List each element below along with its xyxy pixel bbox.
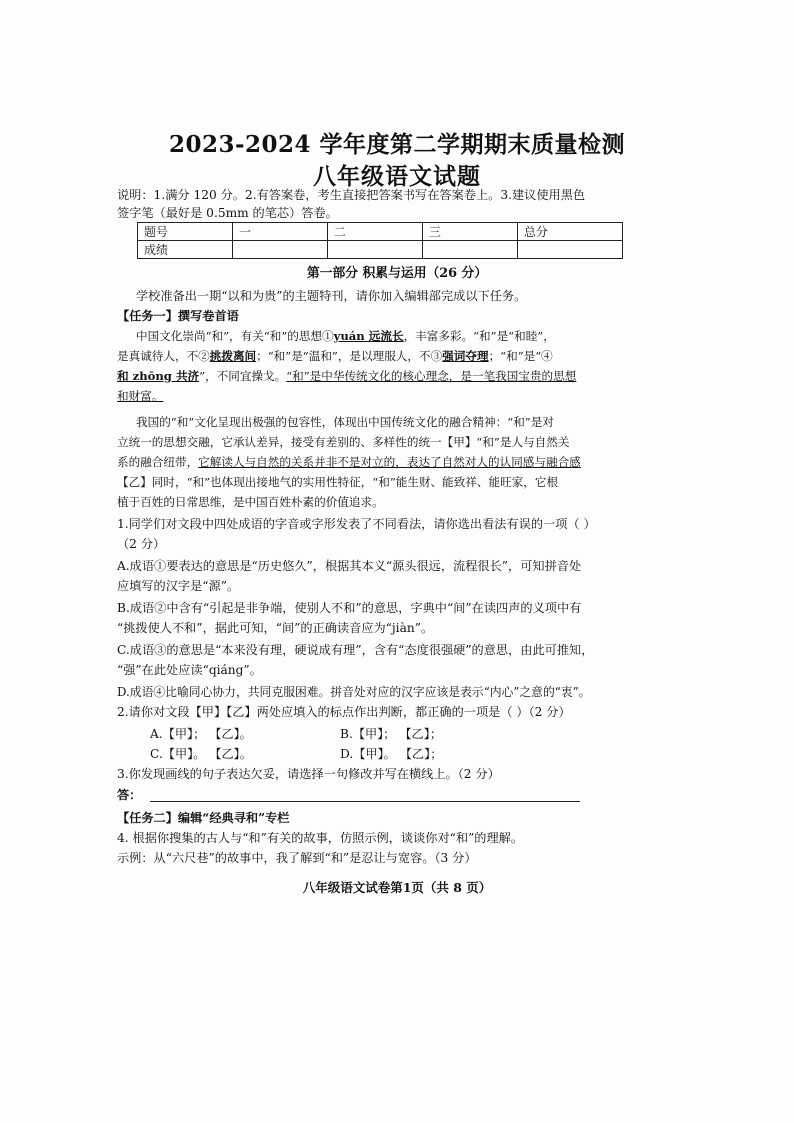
passage2-line-1: 我国的“和”文化呈现出极强的包容性，体现出中国传统文化的融合精神：“和”是对 xyxy=(136,415,554,429)
q2-option-c: C.【甲】。 【乙】。 xyxy=(150,747,252,761)
q1-option-c-line1: C.成语③的意思是“本来没有理，硬说成有理”，含有“态度很强硬”的意思，由此可推知， xyxy=(117,643,594,657)
q1-option-b-line2: “挑拨使人不和”，据此可知，“间”的正确读音应为“jiàn”。 xyxy=(117,621,434,635)
q2-option-b: B.【甲】； 【乙】； xyxy=(340,727,443,741)
table-cell: 一 xyxy=(232,223,327,241)
passage2-line-2: 立统一的思想交融，它承认差异，接受有差别的、多样性的统一【甲】“和”是人与自然关 xyxy=(117,435,570,449)
text-span: 系的融合纽带， xyxy=(117,455,199,469)
passage1-line-2 xyxy=(117,346,689,366)
q1-option-a-line1: A.成语①要表达的意思是“历史悠久”，根据其本义“源头很远，流程很长”，可知拼音处 xyxy=(117,559,582,573)
score-table-row xyxy=(138,241,623,259)
passage2-line-4: 【乙】同时，“和”也体现出接地气的实用性特征，“和”能生财、能致祥、能旺家，它根 xyxy=(117,475,559,489)
exam-title: 2023-2024 学年度第二学期期末质量检测 xyxy=(168,131,626,158)
passage1-line-1 xyxy=(136,326,708,346)
q1-stem: 1.同学们对文段中四处成语的字音或字形发表了不同看法，请你选出看法有误的一项（ ） xyxy=(117,517,596,531)
task2-heading: 【任务二】编辑“经典寻和”专栏 xyxy=(117,811,290,825)
text-span: 是真诚待人，不② xyxy=(117,349,210,363)
table-cell: 题号 xyxy=(138,223,233,241)
table-cell: 二 xyxy=(327,223,422,241)
passage2-line-3 xyxy=(117,452,689,472)
q1-points: （2 分） xyxy=(117,537,166,551)
notes-line-1: 说明：1.满分 120 分。2.有答案卷，考生直接把答案书写在答案卷上。3.建议使用黑色 xyxy=(117,188,586,202)
q4-stem: 4. 根据你搜集的古人与“和”有关的故事，仿照示例，谈谈你对“和”的理解。 xyxy=(117,831,524,845)
text-span: ”，不同宜操戈。 xyxy=(199,369,287,383)
q1-option-b-line1: B.成语②中含有“引起是非争端，使别人不和”的意思，字典中“间”在读四声的义项中有 xyxy=(117,601,582,615)
notes-line-2: 签字笔（最好是 0.5mm 的笔芯）答卷。 xyxy=(117,206,338,220)
q1-option-a-line2: 应填写的汉字是“源”。 xyxy=(117,579,240,593)
text-span: ；“和”是“温和”，是以理服人，不③ xyxy=(256,349,443,363)
idiom-3: 强词夺理 xyxy=(442,349,489,363)
passage1-line-4: 和财富。 xyxy=(117,389,164,403)
table-cell[interactable] xyxy=(327,241,422,259)
task1-heading: 【任务一】撰写卷首语 xyxy=(117,309,239,323)
table-cell[interactable] xyxy=(422,241,517,259)
q2-option-d: D.【甲】。 【乙】； xyxy=(340,747,443,761)
idiom-1: yuán 远流长 xyxy=(333,329,404,343)
underlined-sentence-2: 它解读人与自然的关系并非不是对立的，表达了自然对人的认同感与融合感 xyxy=(198,455,581,469)
q1-option-d: D.成语④比喻同心协力，共同克服困难。拼音处对应的汉字应该是表示“内心”之意的“衷”。 xyxy=(117,685,591,699)
score-table-row xyxy=(138,223,623,241)
table-cell[interactable] xyxy=(232,241,327,259)
idiom-2: 挑拨离间 xyxy=(209,349,257,363)
exam-subtitle: 八年级语文试题 xyxy=(313,163,481,190)
table-cell[interactable] xyxy=(517,241,622,259)
score-table xyxy=(137,222,623,259)
part1-intro: 学校准备出一期“以和为贵”的主题特刊，请你加入编辑部完成以下任务。 xyxy=(136,289,527,303)
q3-stem: 3.你发现画线的句子表达欠妥，请选择一句修改并写在横线上。（2 分） xyxy=(117,767,500,781)
q1-option-c-line2: “强”在此处应读“qiáng”。 xyxy=(117,663,262,677)
text-span: 中国文化崇尚“和”，有关“和”的思想① xyxy=(136,329,334,343)
q3-answer-label: 答： xyxy=(117,788,142,802)
underlined-sentence-1: “和”是中华传统文化的核心理念，是一笔我国宝贵的思想 xyxy=(286,369,577,383)
text-span: ；“和”是“④ xyxy=(488,349,553,363)
table-cell: 三 xyxy=(422,223,517,241)
page-footer: 八年级语文试卷第1页（共 8 页） xyxy=(302,880,492,895)
passage2-line-5: 植于百姓的日常思维，是中国百姓朴素的价值追求。 xyxy=(117,495,384,509)
idiom-4: 和 zhōng 共济 xyxy=(117,369,200,383)
q2-option-a: A.【甲】； 【乙】。 xyxy=(150,727,252,741)
table-cell: 总分 xyxy=(517,223,622,241)
q2-stem: 2.请你对文段【甲】【乙】两处应填入的标点作出判断，都正确的一项是（ ）（2 分） xyxy=(117,705,571,719)
q3-answer-line[interactable] xyxy=(150,800,580,802)
passage1-line-3 xyxy=(117,366,689,386)
text-span: ，丰富多彩。“和”是“和睦”， xyxy=(403,329,555,343)
q4-example: 示例：从“六尺巷”的故事中，我了解到“和”是忍让与宽容。（3 分） xyxy=(117,851,477,865)
table-cell: 成绩 xyxy=(138,241,233,259)
part1-heading: 第一部分 积累与运用（26 分） xyxy=(306,266,488,281)
